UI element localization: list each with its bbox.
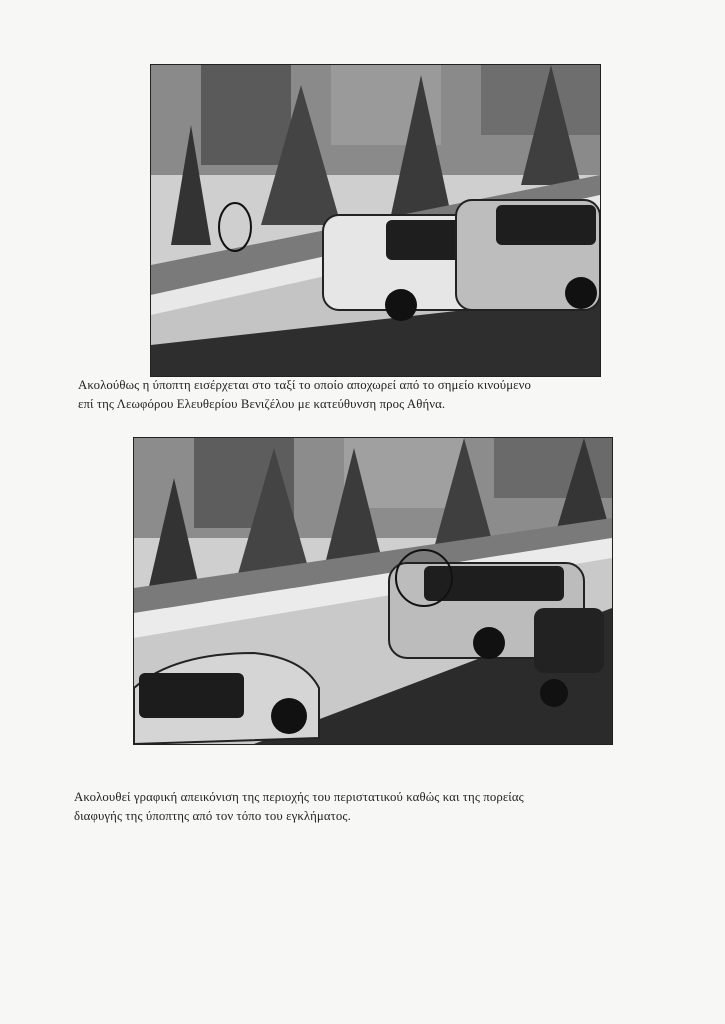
caption-1-line-1: Ακολούθως η ύποπτη εισέρχεται στο ταξί το οποίο αποχωρεί από το σημείο κινούμενο [78,378,532,392]
caption-2-line-1: Ακολουθεί γραφική απεικόνιση της περιοχής του περιστατικού καθώς και της πορείας [74,790,524,804]
surveillance-photo-2 [133,437,613,745]
caption-1 [78,376,678,414]
caption-2 [74,788,674,826]
photo-2-image [134,438,612,744]
surveillance-photo-1 [150,64,601,377]
caption-1-line-2: επί της Λεωφόρου Ελευθερίου Βενιζέλου με κατεύθυνση προς Αθήνα. [78,397,446,411]
caption-2-line-2: διαφυγής της ύποπτης από τον τόπο του εγκλήματος. [74,809,351,823]
photo-1-image [151,65,600,376]
